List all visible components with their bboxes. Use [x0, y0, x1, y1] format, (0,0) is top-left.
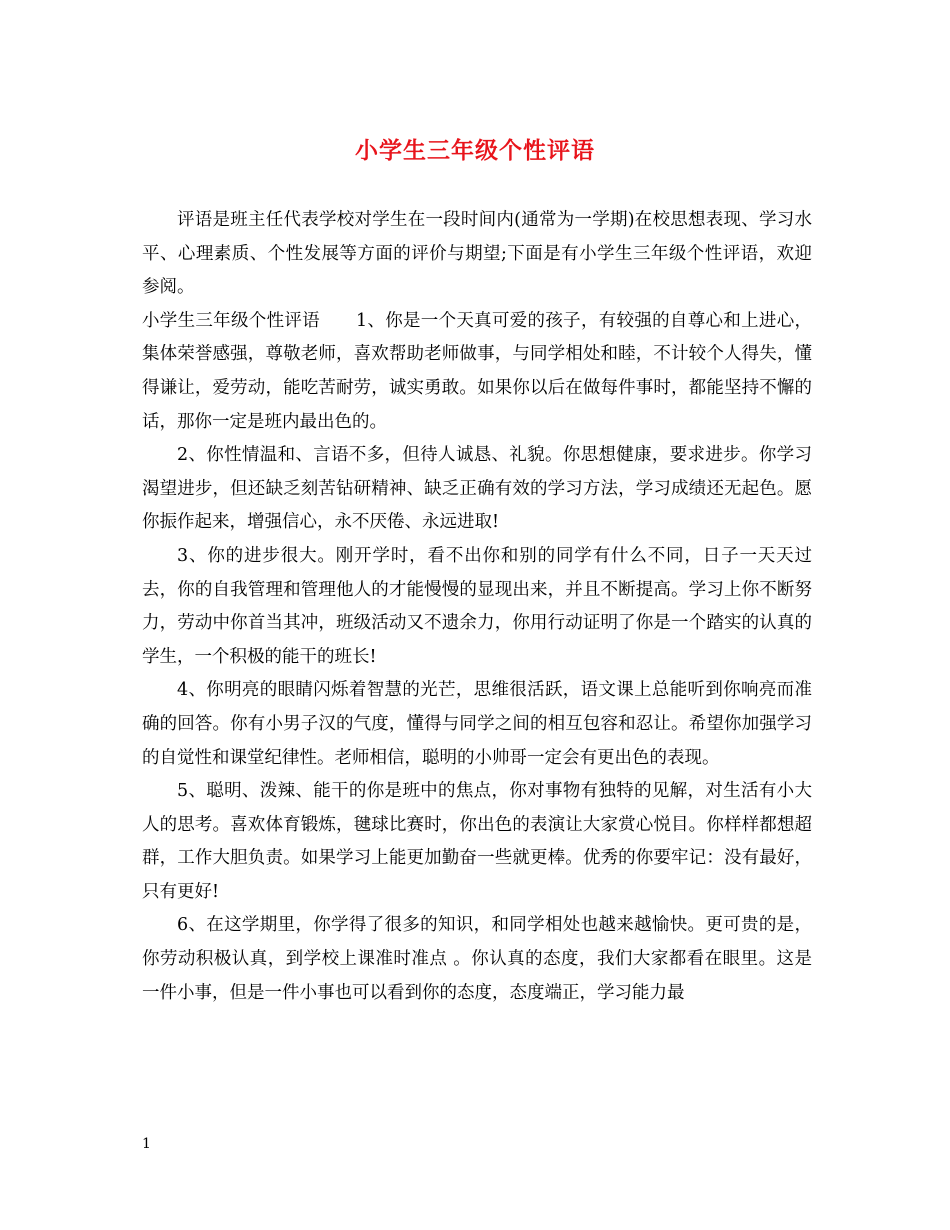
document-title: 小学生三年级个性评语 — [355, 137, 595, 164]
comment-2: 2、你性情温和、言语不多，但待人诚恳、礼貌。你思想健康，要求进步。你学习渴望进步，但还缺乏刻苦钻研精神、缺乏正确有效的学习方法，学习成绩还无起色。愿你振作起来，增强信心，永不厌倦、永远进取! — [142, 445, 812, 533]
comment-6: 6、在这学期里，你学得了很多的知识，和同学相处也越来越愉快。更可贵的是，你劳动积极认真，到学校上课准时准点 。你认真的态度，我们大家都看在眼里。这是一件小事，但是一件小事也可以看到你的态度，态度端正，学习能力最 — [142, 915, 812, 1003]
section-paragraph-1 — [142, 305, 812, 439]
comment-3: 3、你的进步很大。刚开学时，看不出你和别的同学有什么不同，日子一天天过去，你的自我管理和管理他人的才能慢慢的显现出来，并且不断提高。学习上你不断努力，劳动中你首当其冲，班级活动又不遗余力，你用行动证明了你是一个踏实的认真的学生，一个积极的能干的班长! — [142, 545, 812, 667]
intro-paragraph: 评语是班主任代表学校对学生在一段时间内(通常为一学期)在校思想表现、学习水平、心理素质、个性发展等方面的评价与期望;下面是有小学生三年级个性评语，欢迎参阅。 — [142, 210, 812, 298]
section-heading: 小学生三年级个性评语 — [142, 310, 320, 331]
document-body — [142, 204, 812, 1010]
page-number: 1 — [142, 1136, 151, 1152]
comment-4: 4、你明亮的眼睛闪烁着智慧的光芒，思维很活跃，语文课上总能听到你响亮而准确的回答。你有小男子汉的气度，懂得与同学之间的相互包容和忍让。希望你加强学习的自觉性和课堂纪律性。老师相信，聪明的小帅哥一定会有更出色的表现。 — [142, 680, 812, 768]
comment-5: 5、聪明、泼辣、能干的你是班中的焦点，你对事物有独特的见解，对生活有小大人的思考。喜欢体育锻炼，毽球比赛时，你出色的表演让大家赏心悦目。你样样都想超群，工作大胆负责。如果学习上能更加勤奋一些就更棒。优秀的你要牢记：没有最好，只有更好! — [142, 781, 812, 902]
comment-1: 1、你是一个天真可爱的孩子，有较强的自尊心和上进心，集体荣誉感强，尊敬老师，喜欢帮助老师做事，与同学相处和睦，不计较个人得失，懂得谦让，爱劳动，能吃苦耐劳，诚实勇敢。如果你以后在做每件事时，都能坚持不懈的话，那你一定是班内最出色的。 — [142, 310, 813, 432]
